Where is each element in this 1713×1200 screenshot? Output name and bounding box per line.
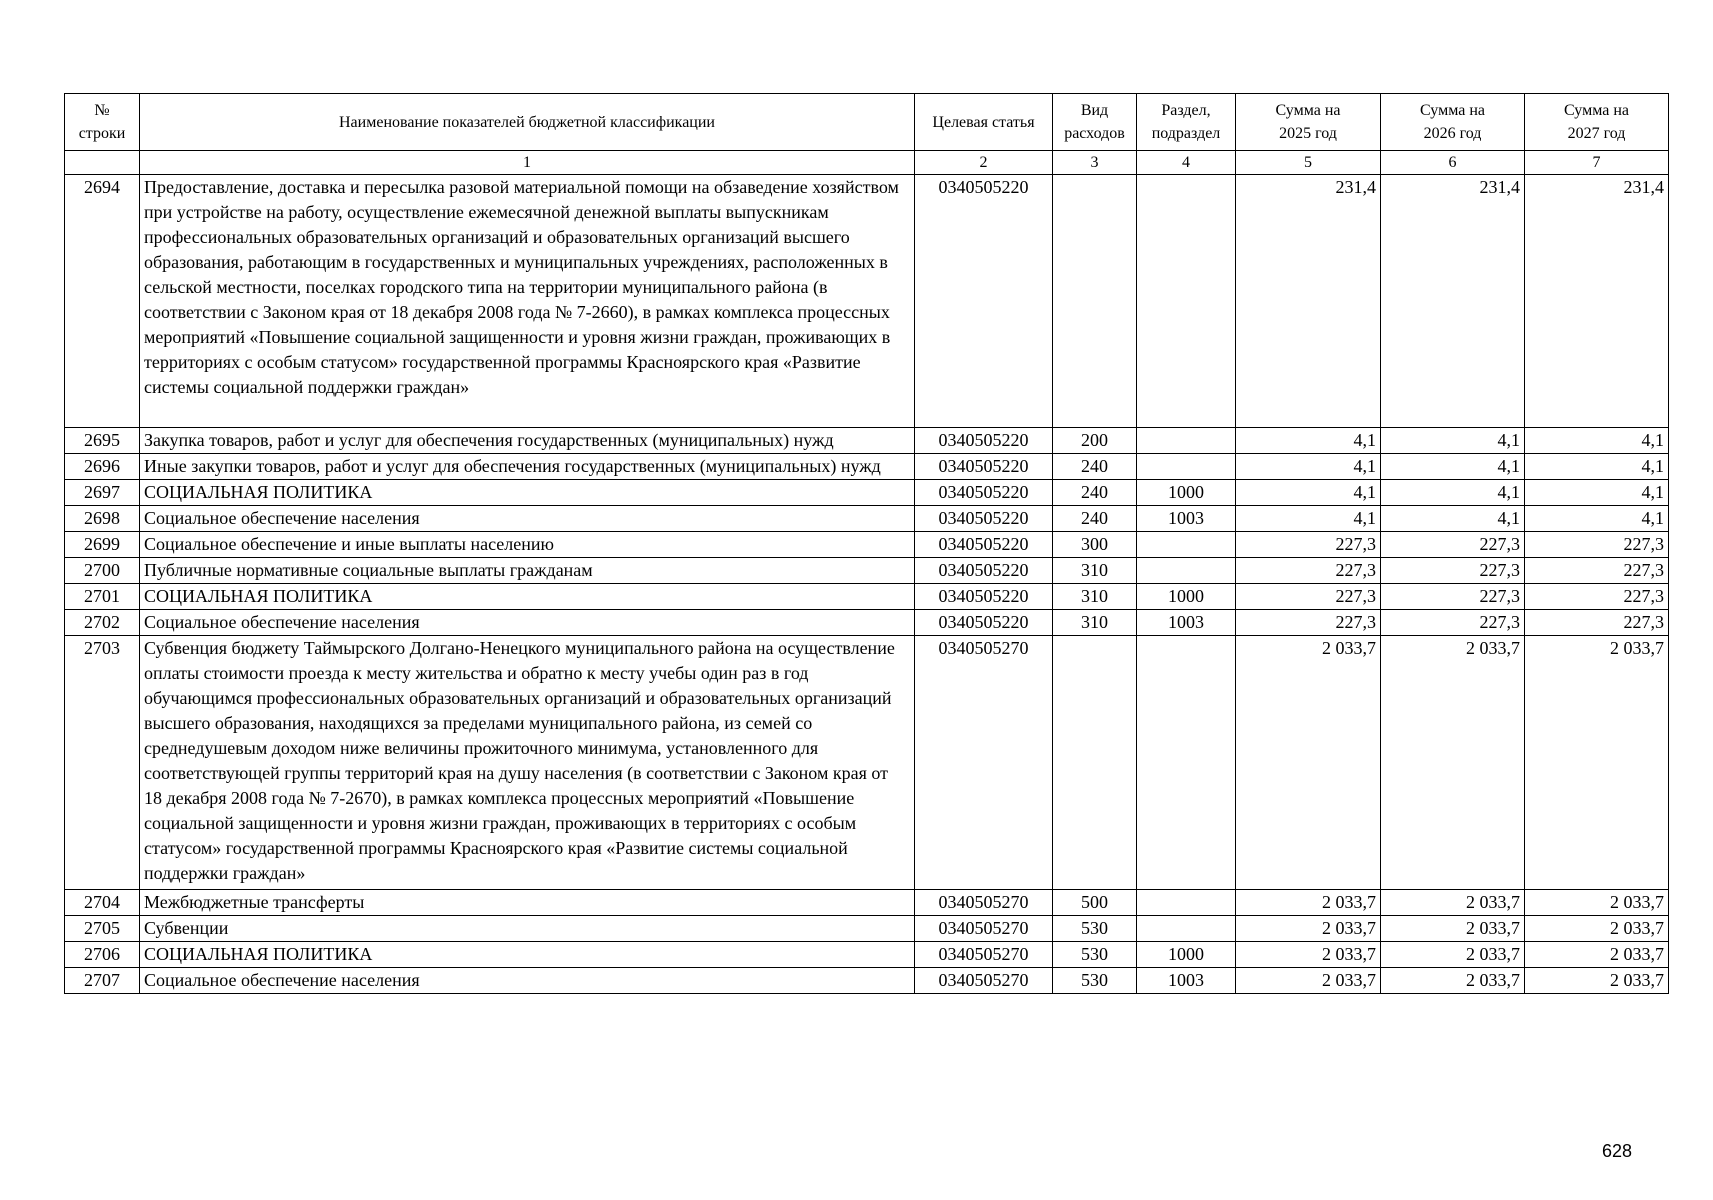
header-name: Наименование показателей бюджетной классификации — [140, 94, 915, 151]
expense-type: 240 — [1053, 480, 1137, 506]
expense-type: 310 — [1053, 584, 1137, 610]
table-row — [65, 890, 1669, 916]
expense-type: 300 — [1053, 532, 1137, 558]
sum-2027: 2 033,7 — [1525, 890, 1669, 916]
row-name: Межбюджетные трансферты — [140, 890, 915, 916]
target-article: 0340505220 — [915, 558, 1053, 584]
sum-2026: 227,3 — [1381, 610, 1525, 636]
table-row — [65, 506, 1669, 532]
row-number: 2697 — [65, 480, 140, 506]
row-name: СОЦИАЛЬНАЯ ПОЛИТИКА — [140, 942, 915, 968]
section-code — [1137, 558, 1236, 584]
sum-2027: 2 033,7 — [1525, 968, 1669, 994]
expense-type: 240 — [1053, 506, 1137, 532]
sum-2025: 4,1 — [1236, 428, 1381, 454]
sum-2026: 4,1 — [1381, 454, 1525, 480]
header-target-article: Целевая статья — [915, 94, 1053, 151]
row-number: 2703 — [65, 636, 140, 890]
section-code: 1003 — [1137, 968, 1236, 994]
row-name: Субвенция бюджету Таймырского Долгано-Ненецкого муниципального района на осуществление оплаты стоимости проезда к месту жительства и обратно к месту учебы один раз в год обучающимся профессиональных образовательных организаций и образовательных организаций высшего образования, находящихся за пределами муниципального района, из семей со среднедушевым доходом ниже величины прожиточного минимума, установленного для соответствующей группы территорий края на душу населения (в соответствии с Законом края от 18 декабря 2008 года № 7-2670), в рамках комплекса процессных мероприятий «Повышение социальной защищенности и уровня жизни граждан, проживающих в территориях с особым статусом» государственной программы Красноярского края «Развитие системы социальной поддержки граждан» — [140, 636, 915, 890]
expense-type — [1053, 175, 1137, 428]
target-article: 0340505220 — [915, 584, 1053, 610]
section-code — [1137, 636, 1236, 890]
row-number: 2706 — [65, 942, 140, 968]
section-code — [1137, 532, 1236, 558]
column-number: 2 — [915, 151, 1053, 175]
expense-type: 310 — [1053, 610, 1137, 636]
header-expense-type: Вид расходов — [1053, 94, 1137, 151]
row-name: СОЦИАЛЬНАЯ ПОЛИТИКА — [140, 480, 915, 506]
sum-2026: 227,3 — [1381, 558, 1525, 584]
sum-2026: 2 033,7 — [1381, 968, 1525, 994]
sum-2025: 2 033,7 — [1236, 636, 1381, 890]
table-row — [65, 454, 1669, 480]
column-number-row — [65, 151, 1669, 175]
budget-table — [64, 93, 1669, 994]
row-number: 2695 — [65, 428, 140, 454]
row-number: 2705 — [65, 916, 140, 942]
table-body — [65, 175, 1669, 994]
target-article: 0340505220 — [915, 454, 1053, 480]
sum-2025: 2 033,7 — [1236, 890, 1381, 916]
table-row — [65, 916, 1669, 942]
row-number: 2707 — [65, 968, 140, 994]
sum-2026: 227,3 — [1381, 584, 1525, 610]
column-number: 6 — [1381, 151, 1525, 175]
section-code: 1003 — [1137, 506, 1236, 532]
target-article: 0340505220 — [915, 610, 1053, 636]
sum-2026: 231,4 — [1381, 175, 1525, 428]
sum-2027: 4,1 — [1525, 454, 1669, 480]
sum-2027: 227,3 — [1525, 610, 1669, 636]
target-article: 0340505270 — [915, 968, 1053, 994]
sum-2025: 4,1 — [1236, 454, 1381, 480]
row-name: Публичные нормативные социальные выплаты гражданам — [140, 558, 915, 584]
sum-2027: 2 033,7 — [1525, 916, 1669, 942]
section-code: 1000 — [1137, 584, 1236, 610]
sum-2026: 2 033,7 — [1381, 942, 1525, 968]
section-code: 1000 — [1137, 480, 1236, 506]
sum-2025: 227,3 — [1236, 610, 1381, 636]
sum-2026: 4,1 — [1381, 480, 1525, 506]
column-number: 5 — [1236, 151, 1381, 175]
row-name: Социальное обеспечение населения — [140, 610, 915, 636]
page-number: 628 — [1602, 1141, 1633, 1161]
expense-type: 530 — [1053, 916, 1137, 942]
row-number: 2701 — [65, 584, 140, 610]
row-number: 2694 — [65, 175, 140, 428]
sum-2026: 227,3 — [1381, 532, 1525, 558]
target-article: 0340505220 — [915, 428, 1053, 454]
sum-2025: 227,3 — [1236, 558, 1381, 584]
header-section: Раздел, подраздел — [1137, 94, 1236, 151]
row-name: Социальное обеспечение населения — [140, 968, 915, 994]
expense-type: 500 — [1053, 890, 1137, 916]
row-name: Субвенции — [140, 916, 915, 942]
sum-2027: 4,1 — [1525, 506, 1669, 532]
expense-type — [1053, 636, 1137, 890]
row-name: Предоставление, доставка и пересылка разовой материальной помощи на обзаведение хозяйством при устройстве на работу, осуществление ежемесячной денежной выплаты выпускникам профессиональных образовательных организаций и образовательных организаций высшего образования, работающим в государственных и муниципальных учреждениях, расположенных в сельской местности, поселках городского типа на территории муниципального района (в соответствии с Законом края от 18 декабря 2008 года № 7-2660), в рамках комплекса процессных мероприятий «Повышение социальной защищенности и уровня жизни граждан, проживающих в территориях с особым статусом» государственной программы Красноярского края «Развитие системы социальной поддержки граждан» — [140, 175, 915, 428]
sum-2026: 2 033,7 — [1381, 636, 1525, 890]
table-row — [65, 636, 1669, 890]
column-number: 7 — [1525, 151, 1669, 175]
sum-2027: 231,4 — [1525, 175, 1669, 428]
row-name: Иные закупки товаров, работ и услуг для обеспечения государственных (муниципальных) нужд — [140, 454, 915, 480]
sum-2027: 4,1 — [1525, 480, 1669, 506]
sum-2025: 2 033,7 — [1236, 916, 1381, 942]
sum-2027: 4,1 — [1525, 428, 1669, 454]
sum-2026: 4,1 — [1381, 428, 1525, 454]
row-number: 2700 — [65, 558, 140, 584]
sum-2026: 4,1 — [1381, 506, 1525, 532]
sum-2026: 2 033,7 — [1381, 890, 1525, 916]
sum-2025: 2 033,7 — [1236, 968, 1381, 994]
row-name: Социальное обеспечение и иные выплаты населению — [140, 532, 915, 558]
expense-type: 530 — [1053, 968, 1137, 994]
row-number: 2698 — [65, 506, 140, 532]
section-code — [1137, 175, 1236, 428]
expense-type: 310 — [1053, 558, 1137, 584]
expense-type: 240 — [1053, 454, 1137, 480]
sum-2025: 4,1 — [1236, 506, 1381, 532]
header-sum-2026: Сумма на 2026 год — [1381, 94, 1525, 151]
row-name: СОЦИАЛЬНАЯ ПОЛИТИКА — [140, 584, 915, 610]
table-row — [65, 558, 1669, 584]
column-number — [65, 151, 140, 175]
sum-2025: 227,3 — [1236, 532, 1381, 558]
section-code — [1137, 454, 1236, 480]
sum-2025: 4,1 — [1236, 480, 1381, 506]
target-article: 0340505270 — [915, 890, 1053, 916]
table-row — [65, 610, 1669, 636]
target-article: 0340505270 — [915, 636, 1053, 890]
section-code — [1137, 890, 1236, 916]
column-number: 3 — [1053, 151, 1137, 175]
row-number: 2702 — [65, 610, 140, 636]
header-row-number: № строки — [65, 94, 140, 151]
table-row — [65, 428, 1669, 454]
section-code: 1000 — [1137, 942, 1236, 968]
target-article: 0340505270 — [915, 916, 1053, 942]
expense-type: 200 — [1053, 428, 1137, 454]
sum-2027: 2 033,7 — [1525, 942, 1669, 968]
row-number: 2704 — [65, 890, 140, 916]
table-row — [65, 942, 1669, 968]
sum-2027: 227,3 — [1525, 584, 1669, 610]
column-number: 4 — [1137, 151, 1236, 175]
target-article: 0340505270 — [915, 942, 1053, 968]
target-article: 0340505220 — [915, 175, 1053, 428]
table-row — [65, 584, 1669, 610]
sum-2027: 2 033,7 — [1525, 636, 1669, 890]
table-header — [65, 94, 1669, 175]
expense-type: 530 — [1053, 942, 1137, 968]
table-row — [65, 532, 1669, 558]
sum-2027: 227,3 — [1525, 532, 1669, 558]
target-article: 0340505220 — [915, 506, 1053, 532]
section-code — [1137, 428, 1236, 454]
target-article: 0340505220 — [915, 532, 1053, 558]
table-row — [65, 480, 1669, 506]
row-number: 2696 — [65, 454, 140, 480]
row-name: Закупка товаров, работ и услуг для обеспечения государственных (муниципальных) нужд — [140, 428, 915, 454]
row-number: 2699 — [65, 532, 140, 558]
row-name: Социальное обеспечение населения — [140, 506, 915, 532]
section-code — [1137, 916, 1236, 942]
sum-2025: 231,4 — [1236, 175, 1381, 428]
table-row — [65, 968, 1669, 994]
target-article: 0340505220 — [915, 480, 1053, 506]
table-row — [65, 175, 1669, 428]
sum-2027: 227,3 — [1525, 558, 1669, 584]
sum-2025: 2 033,7 — [1236, 942, 1381, 968]
section-code: 1003 — [1137, 610, 1236, 636]
column-number: 1 — [140, 151, 915, 175]
header-sum-2025: Сумма на 2025 год — [1236, 94, 1381, 151]
header-sum-2027: Сумма на 2027 год — [1525, 94, 1669, 151]
sum-2026: 2 033,7 — [1381, 916, 1525, 942]
sum-2025: 227,3 — [1236, 584, 1381, 610]
